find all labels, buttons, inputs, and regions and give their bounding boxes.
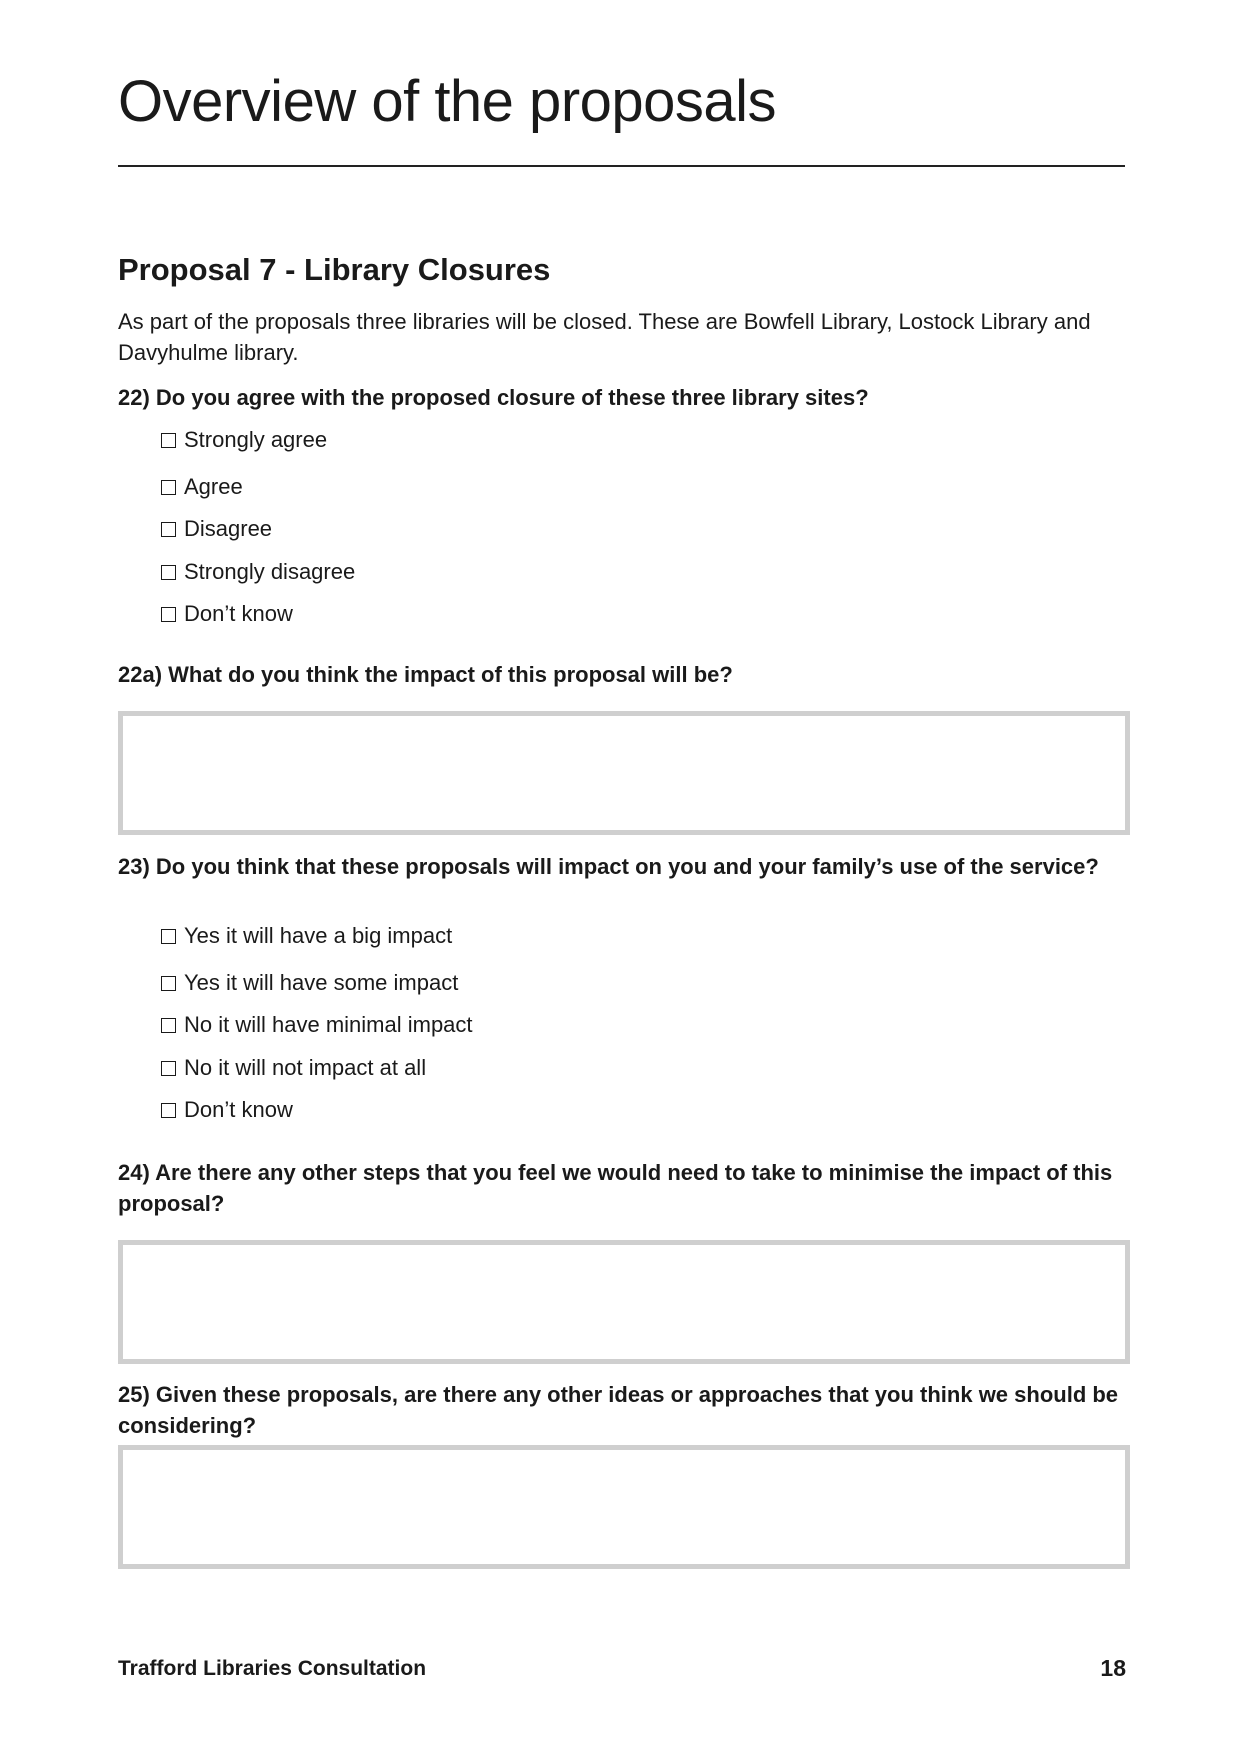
q23-option-no-impact[interactable] [161, 1054, 426, 1082]
title-divider [118, 165, 1125, 167]
question-25: 25) Given these proposals, are there any other ideas or approaches that you think we should be considering? [118, 1382, 1119, 1438]
footer-document-title: Trafford Libraries Consultation [118, 1657, 427, 1680]
q22a-answer-box[interactable] [118, 711, 1130, 835]
page-title: Overview of the proposals [118, 69, 777, 134]
section-heading: Proposal 7 - Library Closures [118, 252, 551, 287]
option-label: Don’t know [184, 601, 293, 626]
checkbox-icon[interactable] [161, 1018, 176, 1033]
checkbox-icon[interactable] [161, 929, 176, 944]
question-23: 23) Do you think that these proposals will impact on you and your family’s use of the service? [118, 854, 1099, 879]
q24-answer-box[interactable] [118, 1240, 1130, 1364]
option-label: Yes it will have some impact [184, 970, 459, 995]
q23-option-big-impact[interactable] [161, 922, 452, 950]
checkbox-icon[interactable] [161, 565, 176, 580]
checkbox-icon[interactable] [161, 1061, 176, 1076]
option-label: No it will not impact at all [184, 1055, 427, 1080]
checkbox-icon[interactable] [161, 480, 176, 495]
option-label: Agree [184, 474, 243, 499]
option-label: Strongly disagree [184, 559, 356, 584]
q22-option-disagree[interactable] [161, 515, 272, 543]
q22-option-strongly-disagree[interactable] [161, 558, 355, 586]
option-label: No it will have minimal impact [184, 1012, 473, 1037]
q23-option-dont-know[interactable] [161, 1096, 293, 1124]
question-24: 24) Are there any other steps that you feel we would need to take to minimise the impact of this proposal? [118, 1160, 1113, 1216]
section-intro: As part of the proposals three libraries will be closed. These are Bowfell Library, Lostock Library and Davyhulme library. [118, 309, 1091, 365]
q23-option-minimal-impact[interactable] [161, 1011, 473, 1039]
checkbox-icon[interactable] [161, 976, 176, 991]
q23-option-some-impact[interactable] [161, 969, 458, 997]
q22-option-agree[interactable] [161, 473, 243, 501]
checkbox-icon[interactable] [161, 1103, 176, 1118]
option-label: Don’t know [184, 1097, 293, 1122]
checkbox-icon[interactable] [161, 522, 176, 537]
question-22: 22) Do you agree with the proposed closure of these three library sites? [118, 385, 869, 410]
q22-option-strongly-agree[interactable] [161, 426, 327, 454]
q25-answer-box[interactable] [118, 1445, 1130, 1569]
page-number: 18 [1100, 1655, 1126, 1681]
option-label: Strongly agree [184, 427, 328, 452]
question-22a: 22a) What do you think the impact of this proposal will be? [118, 662, 733, 687]
q22-option-dont-know[interactable] [161, 600, 293, 628]
checkbox-icon[interactable] [161, 433, 176, 448]
option-label: Yes it will have a big impact [184, 923, 453, 948]
checkbox-icon[interactable] [161, 607, 176, 622]
option-label: Disagree [184, 516, 273, 541]
